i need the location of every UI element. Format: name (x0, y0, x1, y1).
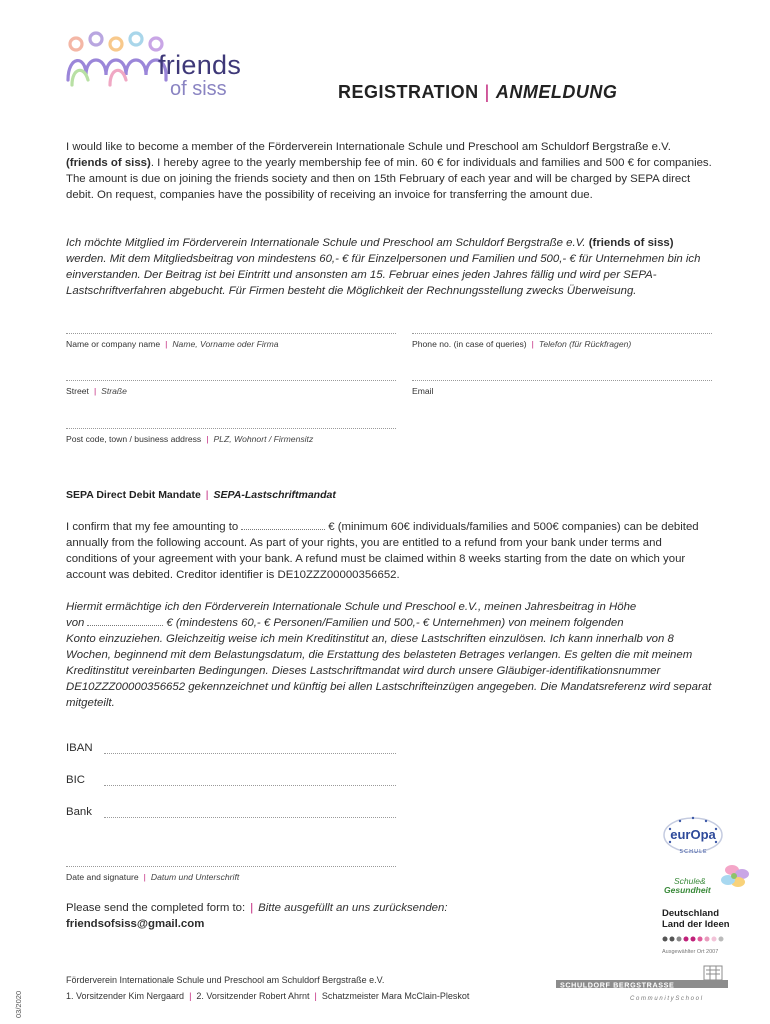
sepa-de-line1: Hiermit ermächtige ich den Förderverein Internationale Schule und Preschool e.V., meinen Jahresbeitrag in Höhe (66, 601, 637, 613)
bank-input-line[interactable] (104, 817, 396, 818)
email-input-line[interactable] (412, 380, 712, 381)
svg-text:eurOpa: eurOpa (670, 827, 716, 842)
sepa-text-de (66, 599, 714, 711)
street-field-label: Street | Straße (66, 386, 127, 396)
svg-text:03/2020: 03/2020 (14, 990, 23, 1018)
postcode-field-label: Post code, town / business address | PLZ, Wohnort / Firmensitz (66, 434, 314, 444)
send-instructions: Please send the completed form to: | Bitte ausgefüllt an uns zurücksenden: friendsofsiss@gmail.com (66, 902, 448, 930)
title-separator: | (484, 82, 490, 102)
phone-field-label: Phone no. (in case of queries) | Telefon (für Rückfragen) (412, 339, 632, 349)
sepa-text-en (66, 519, 714, 583)
intro-de-text-2: werden. Mit dem Mitgliedsbeitrag von mindestens 60,- € für Einzelpersonen und Familien und 500,- € für Unternehmen bin ich einverstanden. Der Beitrag ist bei Eintritt und ansonsten am 15. Februar eines jeden Jahres fällig und wird per SEPA-Lastschriftverfahren abgebucht. Für Firmen besteht die Möglichkeit der Rechnungsstellung zwecks Überweisung. (66, 253, 701, 297)
idea-dots-icon (662, 935, 732, 943)
sepa-en-prefix: I confirm that my fee amounting to (66, 521, 239, 533)
svg-text:Schule&: Schule& (674, 876, 706, 886)
street-input-line[interactable] (66, 380, 396, 381)
contact-email[interactable]: friendsofsiss@gmail.com (66, 918, 205, 930)
logo-word-of-siss: of siss (170, 78, 227, 100)
phone-input-line[interactable] (412, 333, 712, 334)
name-field-label: Name or company name | Name, Vorname oder Firma (66, 339, 279, 349)
sepa-de-rest: Konto einzuziehen. Gleichzeitig weise ich mein Kreditinstitut an, diese Lastschriften einzulösen. Ich kann innerhalb von 8 Wochen, beginnend mit dem Belastungsdatum, die Erstattung des belasteten Betrages verlangen. Es gelten die mit meinem Kreditinstitut vereinbarten Bedingungen. Dieses Lastschriftmandat wird durch unsere Gläubiger-identifikationsnummer DE10ZZZ00000356652 gekennzeichnet und künftig bei allen Lastschrifteinzügen angegeben. Die Mandatsreferenz wird separat mitgeteilt. (66, 633, 712, 709)
signature-field-label: Date and signature | Datum und Unterschrift (66, 872, 240, 882)
svg-text:SCHULDORF BERGSTRASSE: SCHULDORF BERGSTRASSE (560, 980, 675, 990)
iban-label: IBAN (66, 742, 93, 754)
footer-date (4, 970, 34, 1020)
svg-text:C o m m u n i t y S c h o o: C o m m u n i t y S c h o o l (630, 996, 703, 1002)
sepa-de-von: von (66, 617, 85, 629)
title-en: REGISTRATION (338, 82, 479, 102)
europa-schule-logo (660, 815, 726, 861)
signature-input-line[interactable] (66, 866, 396, 867)
title-de: ANMELDUNG (495, 82, 618, 102)
bic-label: BIC (66, 774, 85, 786)
page-title (338, 82, 617, 103)
intro-en-text-1: I would like to become a member of the Förderverein Internationale Schule und Preschool am Schuldorf Bergstraße e.V. (66, 141, 671, 153)
sepa-en-suffix: € (minimum 60€ individuals/families and 500€ companies) can be debited annually from the following account. As part of your rights, you are entitled to a refund from your bank under terms and conditions of your agreement with your bank. A refund must be claimed within 8 weeks starting from the date on which your account was debited. Creditor identifier is DE10ZZZ00000356652. (66, 521, 699, 581)
bank-label: Bank (66, 806, 92, 818)
name-input-line[interactable] (66, 333, 396, 334)
schuldorf-bergstrasse-logo (556, 962, 728, 1004)
send-en: Please send the completed form to: (66, 902, 246, 914)
footer-board: 1. Vorsitzender Kim Nergaard | 2. Vorsitzender Robert Ahrnt | Schatzmeister Mara McClain-Pleskot (66, 991, 470, 1001)
logo-word-friends: friends (158, 50, 242, 80)
intro-en (66, 139, 714, 203)
email-field-label: Email (412, 386, 434, 396)
intro-en-bold: (friends of siss) (66, 157, 151, 169)
bic-input-line[interactable] (104, 785, 396, 786)
intro-de (66, 235, 714, 299)
schuldorf-emblem (556, 962, 728, 1004)
iban-input-line[interactable] (104, 753, 396, 754)
intro-de-text-1: Ich möchte Mitglied im Förderverein Internationale Schule und Preschool am Schuldorf Bergstraße e.V. (66, 237, 589, 249)
footer-org: Förderverein Internationale Schule und Preschool am Schuldorf Bergstraße e.V. (66, 975, 385, 985)
sepa-heading: SEPA Direct Debit Mandate | SEPA-Lastschriftmandat (66, 489, 336, 501)
sepa-de-line2: € (mindestens 60,- € Personen/Familien und 500,- € Unternehmen) von meinem folgenden (166, 617, 624, 629)
schule-gesundheit-logo (664, 862, 752, 898)
fee-amount-input-de[interactable] (87, 615, 163, 626)
intro-de-bold: (friends of siss) (588, 237, 674, 249)
intro-en-text-2: . I hereby agree to the yearly membership fee of min. 60 € for individuals and families and 500 € for companies. The amount is due on joining the friends society and then on 15th February of each year and will be charged by SEPA direct debit. On request, companies have the possibility of receiving an invoice for transferring the amount due. (66, 157, 712, 201)
land-der-ideen-logo: Deutschland Land der Ideen Ausgewählter Ort 2007 (662, 908, 752, 955)
svg-text:S C H U L E: S C H U L E (679, 849, 707, 855)
postcode-input-line[interactable] (66, 428, 396, 429)
send-de: Bitte ausgefüllt an uns zurücksenden: (258, 902, 448, 914)
fee-amount-input[interactable] (241, 519, 325, 530)
svg-text:Gesundheit: Gesundheit (664, 885, 711, 895)
